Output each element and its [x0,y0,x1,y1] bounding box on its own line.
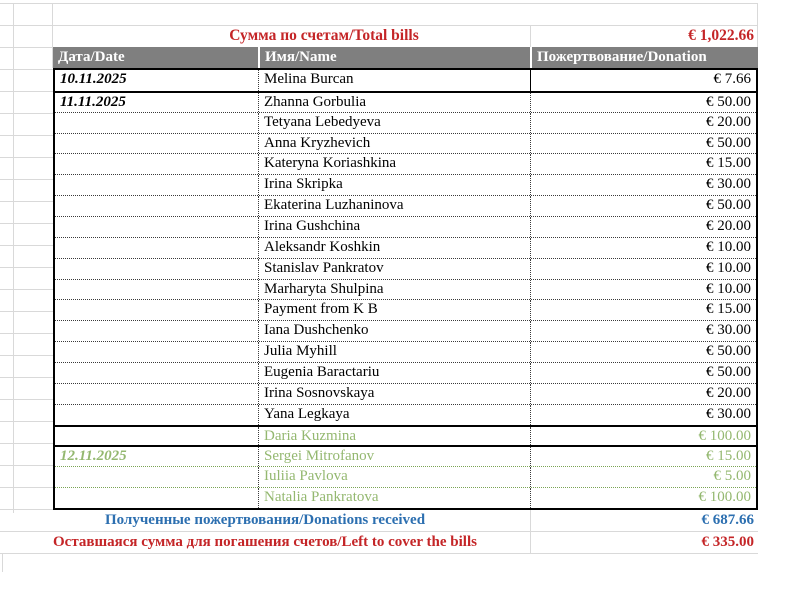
table-row [55,70,756,91]
amount-cell[interactable]: € 30.00 [530,321,756,341]
name-cell[interactable]: Natalia Pankratova [258,488,530,508]
amount-cell[interactable]: € 5.00 [530,467,756,487]
donations-table-body [53,68,758,510]
table-row [55,195,756,216]
name-cell[interactable]: Iuliia Pavlova [258,467,530,487]
name-cell[interactable]: Marharyta Shulpina [258,280,530,300]
amount-cell[interactable]: € 20.00 [530,384,756,404]
name-cell[interactable]: Yana Legkaya [258,405,530,425]
amount-cell[interactable]: € 50.00 [530,93,756,112]
amount-cell[interactable]: € 100.00 [530,427,756,446]
date-cell[interactable] [55,300,258,320]
name-cell[interactable]: Daria Kuzmina [258,427,530,446]
amount-cell[interactable]: € 15.00 [530,300,756,320]
table-row [55,362,756,383]
amount-cell[interactable]: € 30.00 [530,175,756,195]
name-cell[interactable]: Anna Kryzhevich [258,134,530,154]
date-cell[interactable] [55,113,258,133]
gridline-left-margin [0,3,53,513]
amount-cell[interactable]: € 50.00 [530,342,756,362]
date-cell[interactable] [55,488,258,508]
table-row [55,216,756,237]
date-cell[interactable] [55,134,258,154]
name-cell[interactable]: Sergei Mitrofanov [258,447,530,466]
date-cell[interactable] [55,363,258,383]
name-cell[interactable]: Ekaterina Luzhaninova [258,196,530,216]
name-cell[interactable]: Payment from K B [258,300,530,320]
gridline [0,3,757,4]
name-cell[interactable]: Kateryna Koriashkina [258,154,530,174]
left-to-cover-row [0,532,758,554]
name-cell[interactable]: Zhanna Gorbulia [258,93,530,112]
column-header-row [53,47,758,68]
total-bills-amount[interactable]: € 1,022.66 [688,27,754,44]
donations-received-row [0,510,758,532]
table-row [55,174,756,195]
table-row [55,133,756,154]
date-cell[interactable] [55,175,258,195]
name-cell[interactable]: Aleksandr Koshkin [258,238,530,258]
name-cell[interactable]: Irina Skripka [258,175,530,195]
column-header-date[interactable]: Дата/Date [53,47,258,68]
name-cell[interactable]: Stanislav Pankratov [258,259,530,279]
date-cell[interactable] [55,280,258,300]
amount-cell[interactable]: € 50.00 [530,196,756,216]
table-row [55,466,756,487]
table-row [55,341,756,362]
amount-cell[interactable]: € 20.00 [530,113,756,133]
amount-cell[interactable]: € 30.00 [530,405,756,425]
donations-received-label[interactable]: Полученные пожертвования/Donations received [0,510,531,531]
left-to-cover-label[interactable]: Оставшаяся сумма для погашения счетов/Left to cover the bills [0,532,531,553]
date-cell[interactable] [55,259,258,279]
date-cell[interactable]: 12.11.2025 [60,448,127,465]
date-cell[interactable] [55,238,258,258]
table-row [55,383,756,404]
date-cell[interactable] [55,405,258,425]
date-cell[interactable]: 11.11.2025 [60,93,126,110]
table-row [55,91,756,112]
column-header-donation[interactable]: Пожертвование/Donation [530,47,758,68]
name-cell[interactable]: Julia Myhill [258,342,530,362]
donations-received-value[interactable]: € 687.66 [701,512,754,528]
amount-cell[interactable]: € 100.00 [530,488,756,508]
name-cell[interactable]: Tetyana Lebedyeva [258,113,530,133]
date-cell[interactable] [55,217,258,237]
table-row [55,258,756,279]
date-cell[interactable] [55,427,258,446]
date-cell[interactable] [55,321,258,341]
amount-cell[interactable]: € 15.00 [530,447,756,466]
amount-cell[interactable]: € 15.00 [530,154,756,174]
table-row [55,320,756,341]
total-bills-label[interactable]: Сумма по счетам/Total bills [229,27,419,44]
table-row [55,299,756,320]
date-cell[interactable] [55,342,258,362]
amount-cell[interactable]: € 10.00 [530,238,756,258]
table-row [55,279,756,300]
name-cell[interactable]: Irina Gushchina [258,217,530,237]
table-row [55,404,756,425]
amount-cell[interactable]: € 10.00 [530,259,756,279]
amount-cell[interactable]: € 50.00 [530,134,756,154]
table-row [55,112,756,133]
date-cell[interactable] [55,384,258,404]
amount-cell[interactable]: € 20.00 [530,217,756,237]
table-row [55,487,756,508]
table-row [55,445,756,466]
left-to-cover-value[interactable]: € 335.00 [701,534,754,550]
amount-cell[interactable]: € 7.66 [530,70,756,91]
table-row [55,237,756,258]
date-cell[interactable] [55,467,258,487]
date-cell[interactable]: 10.11.2025 [60,71,127,87]
gridline [13,3,14,513]
name-cell[interactable]: Iana Dushchenko [258,321,530,341]
table-row [55,425,756,446]
amount-cell[interactable]: € 50.00 [530,363,756,383]
name-cell[interactable]: Eugenia Baractariu [258,363,530,383]
date-cell[interactable] [55,196,258,216]
name-cell[interactable]: Melina Burcan [258,70,530,91]
date-cell[interactable] [55,154,258,174]
gridline [2,554,3,572]
amount-cell[interactable]: € 10.00 [530,280,756,300]
table-row [55,153,756,174]
name-cell[interactable]: Irina Sosnovskaya [258,384,530,404]
column-header-name[interactable]: Имя/Name [258,47,530,68]
